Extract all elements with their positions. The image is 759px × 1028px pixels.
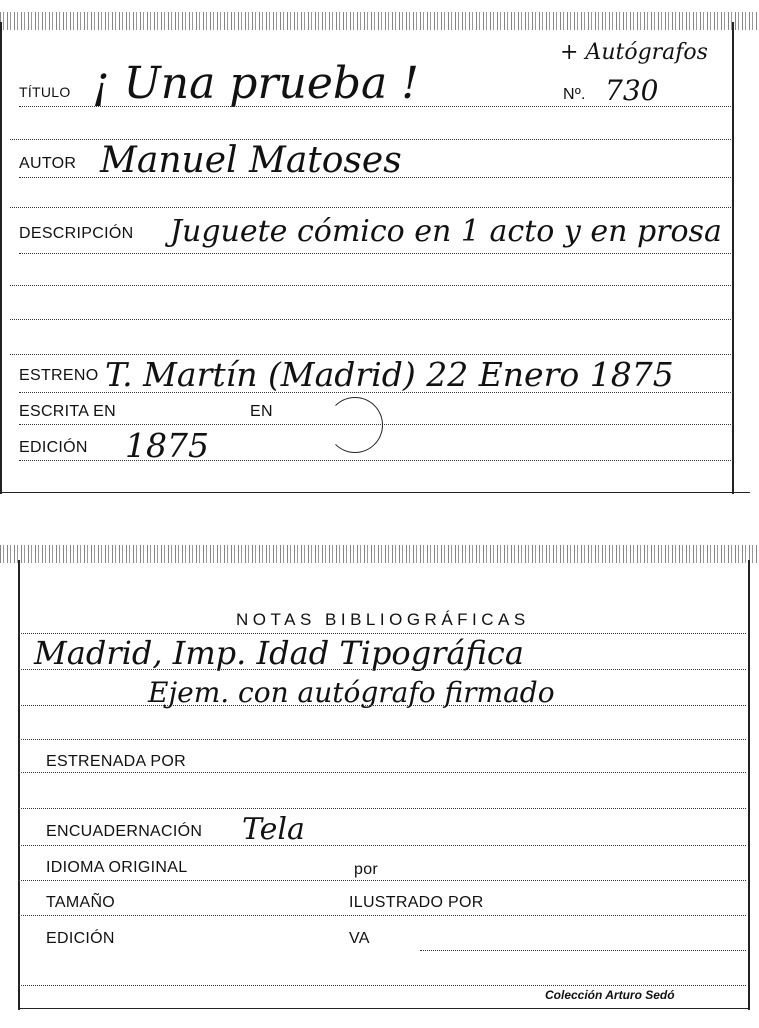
numero-value: 730 [605, 74, 659, 107]
descripcion-label: DESCRIPCIÓN [19, 225, 134, 242]
por-label: por [354, 861, 379, 878]
descripcion-line [19, 253, 731, 254]
estreno-value: T. Martín (Madrid) 22 Enero 1875 [105, 355, 674, 394]
en-label: EN [250, 403, 273, 420]
blank-line [18, 985, 746, 986]
autor-label: AUTOR [19, 155, 77, 172]
notes-line-1: Madrid, Imp. Idad Tipográfica [34, 634, 524, 672]
edicion-line [420, 950, 746, 951]
blank-line [10, 319, 731, 320]
encuadernacion-line [18, 845, 746, 846]
autor-value: Manuel Matoses [100, 140, 402, 181]
autor-line [19, 177, 731, 178]
estrenada-por-label: ESTRENADA POR [46, 753, 186, 770]
notes-line [18, 739, 746, 740]
descripcion-value: Juguete cómico en 1 acto y en prosa [170, 214, 722, 249]
encuadernacion-value: Tela [242, 812, 305, 847]
notes-line [18, 705, 746, 706]
coleccion-footer: Colección Arturo Sedó [545, 988, 675, 1002]
blank-line [10, 285, 731, 286]
edicion-line [19, 460, 731, 461]
edicion-label: EDICIÓN [19, 439, 88, 456]
titulo-line [19, 106, 731, 107]
notas-heading: NOTAS BIBLIOGRÁFICAS [236, 610, 530, 629]
library-stamp [327, 397, 383, 453]
idioma-original-label: IDIOMA ORIGINAL [46, 859, 188, 876]
estreno-label: ESTRENO [19, 367, 99, 384]
titulo-label: TÍTULO [19, 84, 71, 100]
tamano-label: TAMAÑO [46, 894, 116, 911]
blank-line [18, 808, 746, 809]
escrita-en-label: ESCRITA EN [19, 403, 116, 420]
titulo-value: ¡ Una prueba ! [92, 58, 419, 109]
paper-blot [376, 922, 422, 964]
card-back-bottom-edge [18, 1008, 748, 1009]
notes-line [18, 669, 746, 670]
blank-line [10, 207, 731, 208]
ilustrado-por-label: ILUSTRADO POR [349, 894, 484, 911]
encuadernacion-label: ENCUADERNACIÓN [46, 823, 203, 840]
autografos-note: + Autógrafos [560, 40, 708, 65]
estreno-line [19, 392, 731, 393]
estrenada-por-line [18, 772, 746, 773]
notes-line-2: Ejem. con autógrafo firmado [148, 676, 555, 709]
numero-label: Nº. [563, 86, 586, 103]
idioma-line [18, 880, 746, 881]
tamano-line [18, 915, 746, 916]
edicion-value: 1875 [125, 426, 209, 465]
va-label: VA [349, 930, 370, 947]
edicion-label-2: EDICIÓN [46, 930, 115, 947]
card-front-bottom-edge [0, 492, 750, 493]
